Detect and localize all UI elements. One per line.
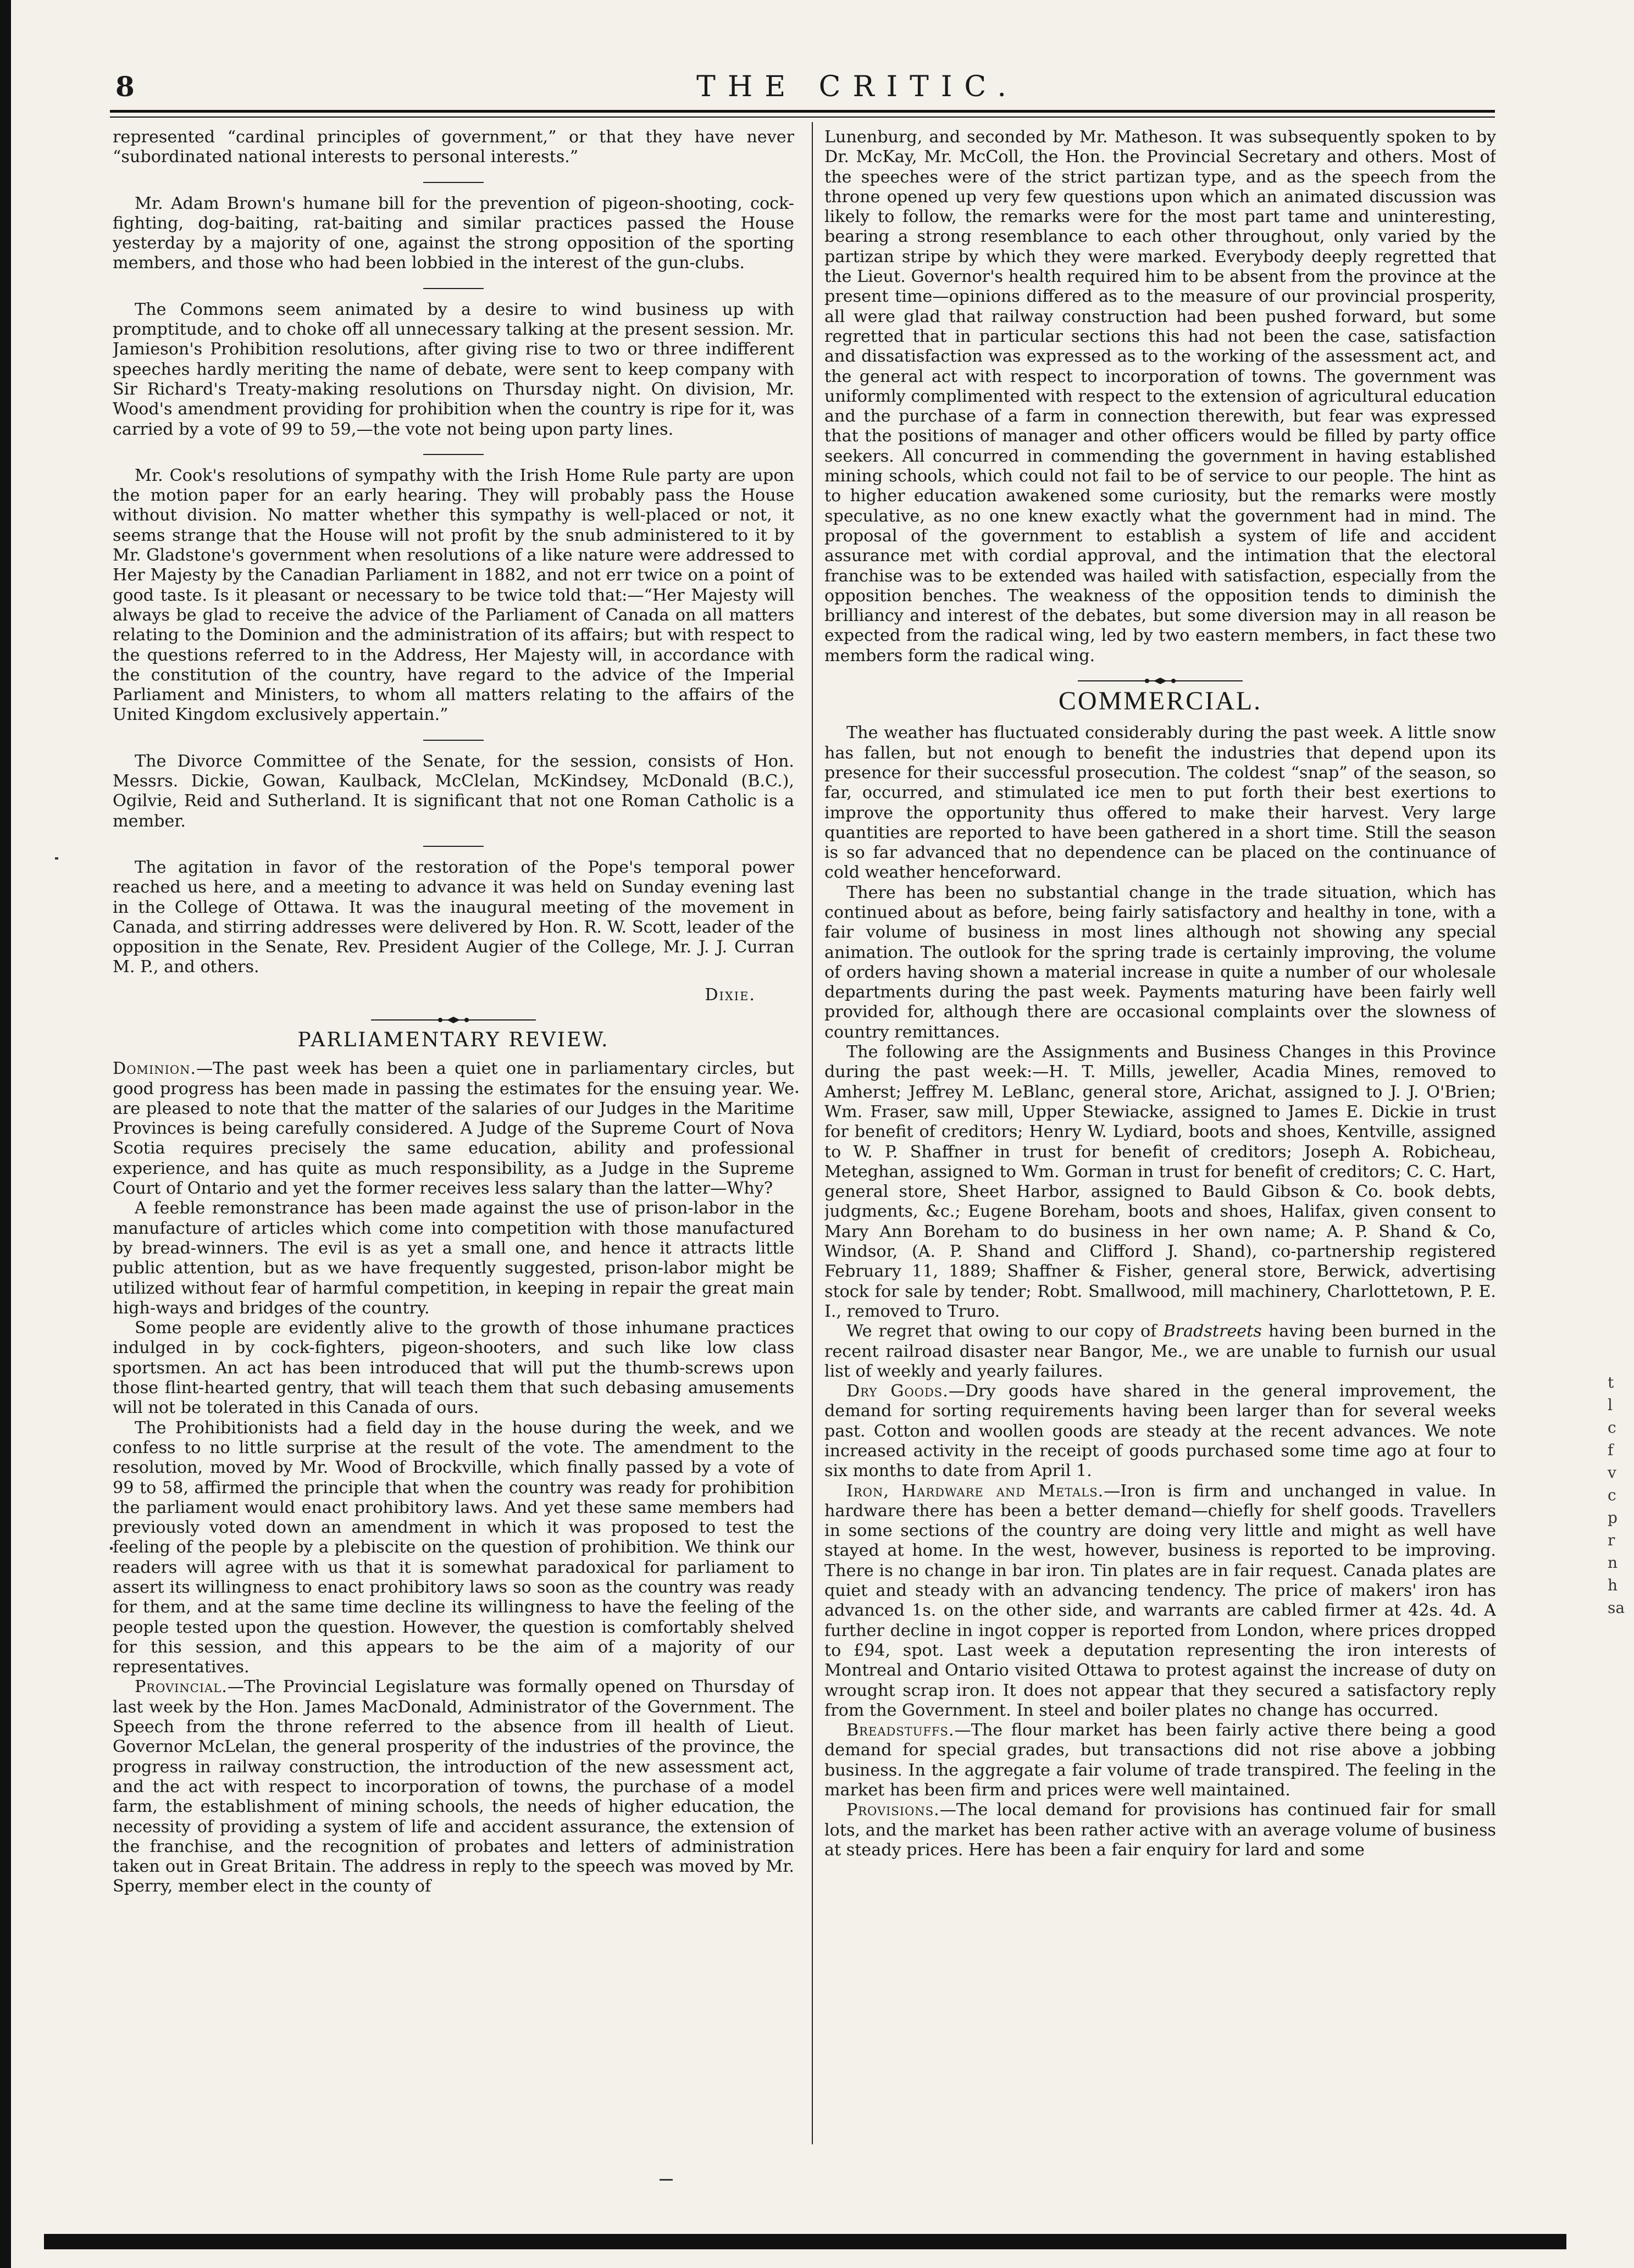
- article-paragraph: The Prohibitionists had a field day in the house during the week, and we confess to no little surprise at the result of the vote. The amendment to the resolution, moved by Mr. Wood of Brockville, which finally passed by a vote of 99 to 58, affirmed the principle that when the country was ready for prohibition the parliament would enact prohibitory laws. And yet these same members had previously voted down an amendment in which it was proposed to test the feeling of the people by a plebiscite on the question of prohibition. We think our readers will agree with us that it is somewhat paradoxical for parliament to assert its willingness to enact prohibitory laws so soon as the country was ready for them, and at the same time decline its willingness to have the feeling of the people tested upon the question. However, the question is comfortably shelved for this session, and this appears to be the aim of a majority of our representatives.: [113, 1418, 794, 1677]
- print-speck: [660, 2179, 673, 2181]
- margin-letter: c: [1608, 1486, 1616, 1504]
- paragraph-lead: Iron, Hardware and Metals.: [846, 1481, 1104, 1501]
- margin-letter: t: [1608, 1373, 1614, 1391]
- article-paragraph: [824, 1800, 1496, 1860]
- article-paragraph: There has been no substantial change in the trade situation, which has continued about as before, being fairly satisfactory and healthy in tone, with a fair volume of business in most lines although not showing any special animation. The outlook for the spring trade is certainly improving, the volume of orders having shown a material increase in quite a number of our wholesale departments during the past week. Payments maturing have been fairly well provided for, although there are occasional complaints over the slowness of country remittances.: [824, 883, 1496, 1042]
- section-heading-commercial: COMMERCIAL.: [1058, 686, 1262, 716]
- column-divider: [812, 122, 813, 2144]
- page-bottom-edge: [44, 2234, 1566, 2249]
- paragraph-lead: Provincial.: [135, 1677, 228, 1697]
- print-speck: [55, 857, 58, 859]
- margin-letter: f: [1608, 1441, 1614, 1459]
- article-paragraph: Lunenburg, and seconded by Mr. Matheson. It was subsequently spoken to by Dr. McKay, Mr. McColl, the Hon. the Provincial Secretary and others. Most of the speeches were of the strict partizan type, and as the speech from the throne opened up very few questions upon which an animated discussion was likely to follow, the remarks were for the most part tame and uninteresting, bearing a strong resemblance to each other throughout, only varied by the partizan stripe by which they were marked. Everybody deeply regretted that the Lieut. Governor's health required him to be absent from the province at the present time—opinions differed as to the measure of our provincial prosperity, all were glad that railway construction had been pushed forward, but some regretted that in particular sections this had not been the case, satisfaction and dissatisfaction was expressed as to the working of the assessment act, and the general act with respect to incorporation of towns. The government was uniformly complimented with respect to the extension of agricultural education and the purchase of a farm in connection therewith, but fear was expressed that the positions of manager and other officers would be filled by party office seekers. All concurred in commending the government in having established mining schools, which could not fail to be of service to our people. The hint as to higher education awakened some curiosity, but the remarks were mostly speculative, as no one knew exactly what the government had in mind. The proposal of the government to establish a system of life and accident assurance met with cordial approval, and the intimation that the electoral franchise was to be extended was hailed with satisfaction, especially from the opposition benches. The weakness of the opposition tends to diminish the brilliancy and interest of the debates, but some diversion may in all reason be expected from the radical wing, led by two eastern members, in fact these two members form the radical wing.: [824, 127, 1496, 666]
- item-separator: [423, 288, 484, 289]
- article-paragraph: [113, 1059, 794, 1199]
- article-paragraph: [824, 1322, 1496, 1382]
- publication-title: Bradstreets: [1163, 1322, 1262, 1341]
- article-paragraph: Mr. Cook's resolutions of sympathy with the Irish Home Rule party are upon the motion paper for an early hearing. They will probably pass the House without division. No matter whether this sympathy is well-placed or not, it seems strange that the House will not profit by the snub administered to it by Mr. Gladstone's government when resolutions of a like nature were addressed to Her Majesty by the Canadian Parliament in 1882, and not err twice on a point of good taste. Is it pleasant or necessary to be twice told that:—“Her Majesty will always be glad to receive the advice of the Parliament of Canada on all matters relating to the Dominion and the administration of its affairs; but with respect to the questions referred to in the Address, Her Majesty will, in accordance with the constitution of the country, have regard to the advice of the Imperial Parliament and Ministers, to whom all matters relating to the affairs of the United Kingdom exclusively appertain.”: [113, 465, 794, 725]
- article-paragraph: The following are the Assignments and Business Changes in this Province during the past week:—H. T. Mills, jeweller, Acadia Mines, removed to Amherst; Jeffrey M. LeBlanc, general store, Arichat, assigned to J. J. O'Brien; Wm. Fraser, saw mill, Upper Stewiacke, assigned to James E. Dickie in trust for benefit of creditors; Henry W. Lydiard, boots and shoes, Kentville, assigned to W. P. Shaffner in trust for benefit of creditors; Joseph A. Robicheau, Meteghan, assigned to Wm. Gorman in trust for benefit of creditors; C. C. Hart, general store, Sheet Harbor, assigned to Bauld Gibson & Co. book debts, judgments, &c.; Eugene Boreham, boots and shoes, Halifax, given consent to Mary Ann Boreham to do business in her own name; A. P. Shand & Co, Windsor, (A. P. Shand and Clifford J. Shand), co-partnership registered February 11, 1889; Shaffner & Fisher, general store, Berwick, advertising stock for sale by tender; Robt. Smallwood, mill machinery, Charlottetown, P. E. I., removed to Truro.: [824, 1042, 1496, 1321]
- print-speck: [110, 1547, 113, 1550]
- margin-letter: l: [1608, 1396, 1613, 1414]
- item-separator: [423, 182, 484, 183]
- paragraph-text: —The past week has been a quiet one in parliamentary circles, but good progress has been made in passing the estimates for the ensuing year. We are pleased to note that the matter of the salaries of our Judges in the Maritime Provinces is being carefully considered. A Judge of the Supreme Court of Nova Scotia requires precisely the same education, ability and professional experience, and has quite as much responsibility, as a Judge in the Supreme Court of Ontario and yet the former receives less salary than the latter—Why?: [113, 1059, 794, 1199]
- item-separator: [423, 846, 484, 847]
- margin-letter: c: [1608, 1418, 1616, 1437]
- paragraph-text: —Iron is firm and unchanged in value. In hardware there has been a better demand—chiefly for shelf goods. Travellers in some sections of the country are doing very little and might as well have stayed at home. In the west, however, business is reported to be improving. There is no change in bar iron. Tin plates are in fair request. Canada plates are quiet and steady with an advancing tendency. The price of makers' iron has advanced 1s. on the other side, and warrants are cabled firmer at 42s. 4d. A further decline in ingot copper is reported from London, where prices dropped to £94, spot. Last week a deputation representing the iron interests of Montreal and Ontario visited Ottawa to protest against the increase of duty on wrought scrap iron. It does not appear that they secured a satisfactory reply from the Government. In steel and boiler plates no change has occurred.: [824, 1481, 1496, 1720]
- print-speck: [796, 1091, 798, 1093]
- article-paragraph: Some people are evidently alive to the growth of those inhumane practices indulged in by cock-fighters, pigeon-shooters, and such like low class sportsmen. An act has been introduced that will put the thumb-screws upon those flint-hearted gentry, that will teach them that such debasing amusements will not be tolerated in this Canada of ours.: [113, 1318, 794, 1418]
- author-signature: Dixie.: [705, 985, 756, 1005]
- margin-letter: h: [1608, 1576, 1618, 1594]
- paragraph-text: —The Provincial Legislature was formally opened on Thursday of last week by the Hon. James MacDonald, Administrator of the Government. The Speech from the throne referred to the absence from ill health of Lieut. Governor McLelan, the general prosperity of the industries of the province, the progress in railway construction, the introduction of the new assessment act, and the act with respect to incorporation of towns, the purchase of a model farm, the establishment of mining schools, the needs of higher education, the necessity of providing a system of life and accident assurance, the extension of the franchise, and the recognition of probates and letters of administration taken out in Great Britain. The address in reply to the speech was moved by Mr. Sperry, member elect in the county of: [113, 1677, 794, 1897]
- adjacent-page-fragment: [1608, 1371, 1630, 1619]
- masthead-title: THE CRITIC.: [696, 70, 1018, 103]
- article-paragraph: [824, 1482, 1496, 1721]
- paragraph-text: —Dry goods have shared in the general improvement, the demand for sorting requirements having been larger than for several weeks past. Cotton and woollen goods are steady at the recent advances. We note increased activity in the receipt of goods purchased some time ago at four to six months to date from April 1.: [824, 1382, 1496, 1481]
- margin-letter: sa: [1608, 1599, 1625, 1617]
- paragraph-text: having been burned in the recent railroad disaster near Bangor, Me., we are unable to furnish our usual list of weekly and yearly failures.: [824, 1322, 1496, 1381]
- header-rule-thin: [110, 117, 1495, 118]
- section-heading-parliamentary-review: PARLIAMENTARY REVIEW.: [297, 1028, 610, 1051]
- article-paragraph: [113, 1677, 794, 1897]
- article-paragraph: represented “cardinal principles of government,” or that they have never “subordinated national interests to personal interests.”: [113, 127, 794, 167]
- article-paragraph: The Commons seem animated by a desire to wind business up with promptitude, and to choke off all unnecessary talking at the present session. Mr. Jamieson's Prohibition resolutions, after giving rise to two or three indifferent speeches hardly meriting the name of debate, were sent to keep company with Sir Richard's Treaty-making resolutions on Thursday night. On division, Mr. Wood's amendment providing for prohibition when the country is ripe for it, was carried by a vote of 99 to 59,—the vote not being upon party lines.: [113, 300, 794, 439]
- paragraph-text: —The flour market has been fairly active there being a good demand for special grades, but transactions did not rise above a jobbing business. In the aggregate a fair volume of trade transpired. The feeling in the market has been firm and prices were well maintained.: [824, 1721, 1496, 1800]
- paragraph-lead: Breadstuffs.: [846, 1721, 955, 1740]
- ornament-divider: [1078, 677, 1243, 685]
- page-number: 8: [115, 70, 135, 103]
- item-separator: [423, 740, 484, 741]
- left-column: [113, 127, 794, 2155]
- item-separator: [423, 454, 484, 455]
- right-column: [824, 127, 1496, 2155]
- margin-letter: p: [1608, 1509, 1618, 1527]
- margin-letter: n: [1608, 1554, 1618, 1572]
- ornament-divider: [371, 1016, 536, 1024]
- header-rule-thick: [110, 110, 1495, 113]
- article-paragraph: Mr. Adam Brown's humane bill for the prevention of pigeon-shooting, cock-fighting, dog-baiting, rat-baiting and similar practices passed the House yesterday by a majority of one, against the strong opposition of the sporting members, and those who had been lobbied in the interest of the gun-clubs.: [113, 193, 794, 273]
- paragraph-lead: Provisions.: [846, 1800, 940, 1820]
- article-paragraph: [824, 1382, 1496, 1481]
- paragraph-lead: Dominion.: [113, 1059, 197, 1079]
- article-paragraph: The weather has fluctuated considerably during the past week. A little snow has fallen, but not enough to benefit the industries that depend upon its presence for their successful prosecution. The coldest “snap” of the season, so far, occurred, and stimulated ice men to put forth their best exertions to improve the opportunity thus offered to make their harvest. Very large quantities are reported to have been gathered in a short time. Still the season is so far advanced that no dependence can be placed on the continuance of cold weather henceforward.: [824, 723, 1496, 883]
- article-paragraph: The agitation in favor of the restoration of the Pope's temporal power reached us here, and a meeting to advance it was held on Sunday evening last in the College of Ottawa. It was the inaugural meeting of the movement in Canada, and stirring addresses were delivered by Hon. R. W. Scott, leader of the opposition in the Senate, Rev. President Augier of the College, Mr. J. J. Curran M. P., and others.: [113, 857, 794, 977]
- article-paragraph: [824, 1721, 1496, 1800]
- margin-letter: v: [1608, 1463, 1616, 1482]
- margin-letter: r: [1608, 1531, 1615, 1549]
- article-paragraph: A feeble remonstrance has been made against the use of prison-labor in the manufacture of articles which come into competition with those manufactured by bread-winners. The evil is as yet a small one, and hence it attracts little public attention, but as we have frequently suggested, prison-labor might be utilized without fear of harmful competition, in keeping in repair the great main high-ways and bridges of the country.: [113, 1199, 794, 1318]
- paragraph-lead: Dry Goods.: [846, 1382, 949, 1401]
- article-paragraph: The Divorce Committee of the Senate, for the session, consists of Hon. Messrs. Dickie, Gowan, Kaulback, McClelan, McKindsey, McDonald (B.C.), Ogilvie, Reid and Sutherland. It is significant that not one Roman Catholic is a member.: [113, 751, 794, 831]
- paragraph-text: —The local demand for provisions has continued fair for small lots, and the market has been rather active with an average volume of business at steady prices. Here has been a fair enquiry for lard and some: [824, 1800, 1496, 1860]
- paragraph-text: We regret that owing to our copy of: [846, 1322, 1164, 1341]
- page-edge-shadow: [0, 0, 11, 2268]
